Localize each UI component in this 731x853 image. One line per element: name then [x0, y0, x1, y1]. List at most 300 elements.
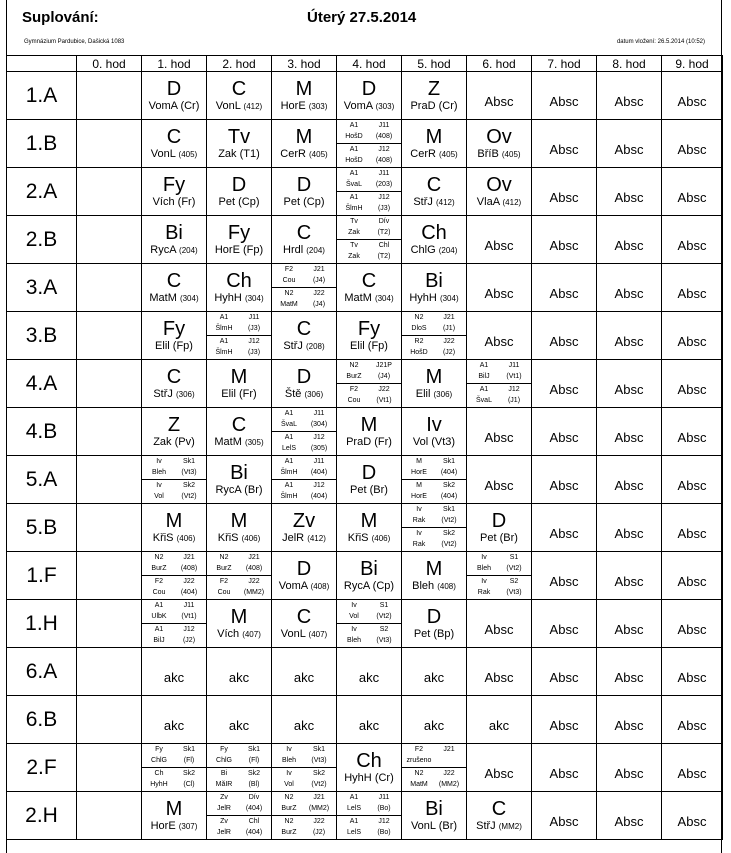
- group-subject: R2: [414, 338, 424, 345]
- group-half: [337, 792, 401, 815]
- group-code: J12: [183, 626, 195, 633]
- group-teacher: HyhH: [150, 780, 168, 788]
- lesson-cell: [402, 72, 467, 120]
- teacher-room: [272, 196, 336, 209]
- group-subject: F2: [284, 266, 294, 273]
- room: (304): [179, 294, 199, 303]
- group-half: [337, 216, 401, 239]
- lesson-cell: [77, 168, 142, 216]
- lesson-cell: [337, 600, 402, 648]
- status-text: Absc: [677, 526, 707, 541]
- status-text: Absc: [484, 430, 514, 445]
- teacher-room: [272, 628, 336, 641]
- group-code: J22: [443, 338, 455, 345]
- split-lesson: [207, 312, 271, 359]
- group-room: (J3): [247, 348, 261, 356]
- lesson-cell: [467, 168, 532, 216]
- teacher-room: [207, 436, 271, 449]
- lesson-cell: [402, 312, 467, 360]
- teacher: RycA: [150, 244, 176, 256]
- split-lesson: [207, 792, 271, 839]
- subject: Bi: [360, 558, 378, 580]
- group-half: [402, 527, 466, 551]
- group-half: [142, 767, 206, 791]
- group-room: (T2): [377, 228, 391, 236]
- group-subject: A1: [479, 362, 489, 369]
- subject: Fy: [357, 318, 381, 340]
- lesson-cell: [77, 600, 142, 648]
- group-code: Dív: [378, 218, 390, 225]
- lesson-cell: [662, 168, 723, 216]
- group-half: [402, 767, 466, 791]
- class-label: 2.H: [7, 792, 77, 840]
- teacher-room: [272, 100, 336, 113]
- room: (405): [501, 150, 521, 159]
- group-teacher: Vol: [349, 612, 359, 620]
- group-subject: Ch: [154, 770, 164, 777]
- group-teacher: BurZ: [281, 828, 297, 836]
- group-half: [402, 335, 466, 359]
- lesson-cell: [272, 216, 337, 264]
- lesson-cell: [77, 72, 142, 120]
- split-lesson: [402, 744, 466, 791]
- lesson-cell: [272, 744, 337, 792]
- group-subject: Zv: [220, 794, 228, 801]
- lesson-cell: [597, 504, 662, 552]
- lesson-cell: [77, 360, 142, 408]
- subject: D: [426, 606, 442, 628]
- group-teacher: ŠlmH: [215, 324, 233, 332]
- room: (Cp): [372, 580, 395, 592]
- status-text: akc: [228, 670, 250, 685]
- group-half: [402, 456, 466, 479]
- lesson-cell: [402, 264, 467, 312]
- table-row: [7, 552, 723, 600]
- status-text: Absc: [614, 814, 644, 829]
- lesson-cell: [402, 216, 467, 264]
- class-label: 3.B: [7, 312, 77, 360]
- group-half: [207, 792, 271, 815]
- table-row: [7, 504, 723, 552]
- group-teacher: BilJ: [478, 372, 490, 380]
- class-label: 1.H: [7, 600, 77, 648]
- status-text: Absc: [677, 670, 707, 685]
- teacher: Pet: [350, 484, 367, 496]
- subject: Tv: [227, 126, 251, 148]
- status-text: Absc: [484, 238, 514, 253]
- lesson-cell: [467, 216, 532, 264]
- lesson-cell: [77, 792, 142, 840]
- room: (306): [175, 390, 195, 399]
- status-text: akc: [293, 670, 315, 685]
- group-room: (MM2): [438, 780, 460, 788]
- subject: M: [360, 414, 378, 436]
- lesson-cell: [467, 120, 532, 168]
- group-half: [467, 383, 531, 407]
- lesson-cell: [337, 504, 402, 552]
- group-half: [207, 552, 271, 575]
- group-teacher: ŠvaL: [346, 180, 362, 188]
- group-half: [142, 479, 206, 503]
- group-code: Sk1: [182, 458, 196, 465]
- group-subject: Fy: [220, 746, 228, 753]
- lesson-cell: [207, 168, 272, 216]
- teacher: PraD: [346, 436, 372, 448]
- group-room: (J3): [247, 324, 261, 332]
- status-text: Absc: [549, 622, 579, 637]
- subject: M: [425, 366, 443, 388]
- lesson-cell: [272, 72, 337, 120]
- split-lesson: [142, 744, 206, 791]
- lesson-cell: [597, 648, 662, 696]
- subject: C: [166, 270, 182, 292]
- group-room: (J2): [182, 636, 196, 644]
- teacher-room: [207, 244, 271, 257]
- lesson-cell: [467, 600, 532, 648]
- group-subject: N2: [414, 314, 424, 321]
- group-subject: Iv: [351, 626, 357, 633]
- lesson-cell: [207, 696, 272, 744]
- group-room: (404): [245, 804, 263, 812]
- lesson-cell: [337, 168, 402, 216]
- lesson-cell: [142, 264, 207, 312]
- subject: C: [491, 798, 507, 820]
- group-half: [207, 575, 271, 599]
- group-teacher: MatM: [410, 780, 428, 788]
- teacher: Elil: [155, 340, 170, 352]
- group-teacher: Cou: [282, 276, 296, 284]
- group-code: S1: [379, 602, 389, 609]
- lesson-cell: [402, 552, 467, 600]
- status-text: Absc: [549, 142, 579, 157]
- subject: M: [165, 798, 183, 820]
- group-half: [142, 552, 206, 575]
- group-subject: F2: [154, 578, 164, 585]
- group-half: [402, 312, 466, 335]
- group-room: (404): [310, 492, 328, 500]
- lesson-cell: [207, 504, 272, 552]
- group-teacher: ŠlmH: [345, 204, 363, 212]
- group-teacher: BilJ: [153, 636, 165, 644]
- group-code: S1: [509, 554, 519, 561]
- lesson-cell: [272, 504, 337, 552]
- group-code: Sk2: [442, 530, 456, 537]
- lesson-cell: [77, 744, 142, 792]
- group-teacher: HošD: [345, 156, 363, 164]
- teacher-room: [272, 340, 336, 353]
- teacher: KřiS: [347, 532, 369, 544]
- split-lesson: [337, 360, 401, 407]
- teacher: Elil: [350, 340, 365, 352]
- status-text: Absc: [677, 622, 707, 637]
- teacher: Vích: [217, 628, 240, 640]
- teacher: VlaA: [476, 196, 500, 208]
- group-teacher: Bleh: [151, 468, 166, 476]
- lesson-cell: [337, 552, 402, 600]
- teacher-room: [402, 100, 466, 113]
- status-text: Absc: [484, 766, 514, 781]
- group-subject: N2: [219, 554, 229, 561]
- teacher: KřiS: [217, 532, 239, 544]
- subject: Ov: [486, 126, 512, 148]
- group-subject: N2: [154, 554, 164, 561]
- lesson-cell: [337, 696, 402, 744]
- teacher-room: [207, 292, 271, 305]
- group-half: [337, 623, 401, 647]
- lesson-cell: [142, 792, 207, 840]
- group-code: J11: [378, 170, 390, 177]
- group-room: (Vt2): [441, 516, 457, 524]
- lesson-cell: [597, 696, 662, 744]
- group-half: [337, 143, 401, 167]
- room: (Bp): [433, 628, 455, 640]
- group-code: Sk2: [182, 482, 196, 489]
- teacher-room: [207, 100, 271, 113]
- lesson-cell: [532, 456, 597, 504]
- table-row: [7, 312, 723, 360]
- group-room: (Vt1): [506, 372, 522, 380]
- group-half: [272, 408, 336, 431]
- group-half: [272, 744, 336, 767]
- lesson-cell: [142, 696, 207, 744]
- group-half: [272, 767, 336, 791]
- group-teacher: ChlG: [151, 756, 167, 764]
- lesson-cell: [662, 648, 723, 696]
- group-half: [272, 431, 336, 455]
- teacher-room: [402, 628, 466, 641]
- status-text: Absc: [614, 94, 644, 109]
- group-teacher: Cou: [217, 588, 231, 596]
- group-half: [402, 479, 466, 503]
- status-text: Absc: [549, 670, 579, 685]
- teacher-room: [142, 244, 206, 257]
- teacher: VomA: [148, 100, 178, 112]
- group-teacher: LelS: [346, 828, 361, 836]
- lesson-cell: [207, 408, 272, 456]
- column-header: 4. hod: [337, 56, 402, 72]
- room: (408): [310, 582, 330, 591]
- teacher: RycA: [215, 484, 242, 496]
- group-subject: Fy: [155, 746, 163, 753]
- group-teacher: BurZ: [346, 372, 362, 380]
- lesson-cell: [77, 504, 142, 552]
- lesson-cell: [532, 696, 597, 744]
- room: (T1): [239, 148, 260, 160]
- lesson-cell: [467, 408, 532, 456]
- lesson-cell: [402, 408, 467, 456]
- lesson-cell: [142, 360, 207, 408]
- subject: M: [360, 510, 378, 532]
- group-teacher: zrušeno: [406, 756, 432, 764]
- group-room: (J2): [312, 828, 326, 836]
- group-subject: Zv: [220, 818, 228, 825]
- group-subject: Iv: [481, 554, 487, 561]
- status-text: Absc: [677, 814, 707, 829]
- teacher-room: [337, 484, 401, 497]
- room: (204): [179, 246, 198, 255]
- lesson-cell: [207, 264, 272, 312]
- subject: C: [231, 78, 247, 100]
- lesson-cell: [402, 792, 467, 840]
- status-text: Absc: [549, 526, 579, 541]
- lesson-cell: [467, 696, 532, 744]
- group-subject: A1: [284, 410, 294, 417]
- status-text: Absc: [677, 382, 707, 397]
- lesson-cell: [207, 648, 272, 696]
- split-lesson: [272, 456, 336, 503]
- class-label: 4.A: [7, 360, 77, 408]
- status-text: Absc: [614, 334, 644, 349]
- lesson-cell: [467, 792, 532, 840]
- table-row: [7, 456, 723, 504]
- group-code: J22: [313, 818, 325, 825]
- lesson-cell: [337, 792, 402, 840]
- lesson-cell: [207, 72, 272, 120]
- status-text: Absc: [614, 190, 644, 205]
- room: (305): [244, 438, 264, 447]
- group-subject: Iv: [286, 770, 292, 777]
- lesson-cell: [337, 72, 402, 120]
- entry-date: datum vložení: 26.5.2014 (10:52): [616, 39, 705, 45]
- room: (Pv): [174, 436, 195, 448]
- lesson-cell: [662, 696, 723, 744]
- room: (303): [308, 102, 328, 111]
- group-room: (304): [310, 420, 328, 428]
- group-code: J11: [313, 458, 325, 465]
- lesson-cell: [532, 744, 597, 792]
- room: (412): [435, 198, 455, 207]
- lesson-cell: [402, 120, 467, 168]
- subject: C: [361, 270, 377, 292]
- group-room: (Vt2): [441, 540, 457, 548]
- lesson-cell: [532, 168, 597, 216]
- status-text: Absc: [484, 286, 514, 301]
- status-text: Absc: [677, 334, 707, 349]
- column-header: 1. hod: [142, 56, 207, 72]
- group-teacher: Bleh: [346, 636, 361, 644]
- group-room: (Vt1): [181, 612, 197, 620]
- subject: Bi: [425, 798, 443, 820]
- teacher-room: [272, 148, 336, 161]
- lesson-cell: [532, 792, 597, 840]
- lesson-cell: [272, 408, 337, 456]
- group-half: [337, 383, 401, 407]
- group-half: [272, 456, 336, 479]
- lesson-cell: [207, 120, 272, 168]
- group-code: Chl: [378, 242, 390, 249]
- teacher: VonL: [215, 100, 241, 112]
- lesson-cell: [402, 744, 467, 792]
- group-code: S2: [379, 626, 389, 633]
- teacher: HorE: [214, 244, 240, 256]
- subject: C: [296, 222, 312, 244]
- group-half: [142, 456, 206, 479]
- room: (MM2): [498, 822, 522, 831]
- status-text: akc: [423, 670, 445, 685]
- split-lesson: [337, 600, 401, 647]
- status-text: Absc: [614, 430, 644, 445]
- subject: C: [426, 174, 442, 196]
- group-code: J11: [378, 794, 390, 801]
- group-teacher: LelS: [281, 444, 296, 452]
- header-row: [7, 56, 723, 72]
- lesson-cell: [467, 360, 532, 408]
- teacher-room: [207, 148, 271, 161]
- teacher-room: [337, 436, 401, 449]
- subject: D: [361, 462, 377, 484]
- group-code: J22: [248, 578, 260, 585]
- lesson-cell: [597, 120, 662, 168]
- group-teacher: Bleh: [281, 756, 296, 764]
- table-row: [7, 168, 723, 216]
- group-room: (404): [440, 468, 458, 476]
- status-text: Absc: [614, 286, 644, 301]
- room: (408): [437, 582, 456, 591]
- table-row: [7, 792, 723, 840]
- group-half: [272, 815, 336, 839]
- teacher-room: [402, 292, 466, 305]
- lesson-cell: [207, 792, 272, 840]
- subject: M: [230, 366, 248, 388]
- class-label: 6.B: [7, 696, 77, 744]
- room: (Br): [369, 484, 388, 496]
- group-subject: M: [416, 482, 422, 489]
- lesson-cell: [207, 456, 272, 504]
- status-text: Absc: [484, 478, 514, 493]
- lesson-cell: [272, 120, 337, 168]
- table-row: [7, 696, 723, 744]
- class-label: 2.A: [7, 168, 77, 216]
- teacher-room: [142, 100, 206, 113]
- room: (Cr): [180, 100, 200, 112]
- lesson-cell: [207, 552, 272, 600]
- group-subject: A1: [154, 602, 164, 609]
- lesson-cell: [272, 264, 337, 312]
- group-room: (J2): [442, 348, 456, 356]
- status-text: akc: [293, 718, 315, 733]
- room: (405): [178, 150, 198, 159]
- subject: Iv: [426, 414, 442, 436]
- teacher-room: [337, 772, 401, 785]
- lesson-cell: [402, 168, 467, 216]
- group-teacher: Zak: [348, 252, 360, 260]
- teacher-room: [467, 532, 531, 545]
- lesson-cell: [207, 216, 272, 264]
- lesson-cell: [662, 552, 723, 600]
- lesson-cell: [142, 456, 207, 504]
- group-code: J21: [313, 794, 325, 801]
- room: (Br): [499, 532, 518, 544]
- group-code: J11: [183, 602, 195, 609]
- lesson-cell: [77, 696, 142, 744]
- group-teacher: BurZ: [281, 804, 297, 812]
- group-teacher: ŠlmH: [215, 348, 233, 356]
- status-text: Absc: [677, 574, 707, 589]
- group-half: [272, 479, 336, 503]
- class-label: 4.B: [7, 408, 77, 456]
- group-subject: F2: [414, 746, 424, 753]
- status-text: Absc: [614, 238, 644, 253]
- group-room: (J4): [377, 372, 391, 380]
- group-teacher: HorE: [411, 468, 427, 476]
- room: (304): [244, 294, 264, 303]
- status-text: Absc: [614, 622, 644, 637]
- lesson-cell: [662, 504, 723, 552]
- lesson-cell: [142, 552, 207, 600]
- teacher: CerR: [410, 148, 436, 160]
- teacher: HyhH: [214, 292, 242, 304]
- group-teacher: HošD: [410, 348, 428, 356]
